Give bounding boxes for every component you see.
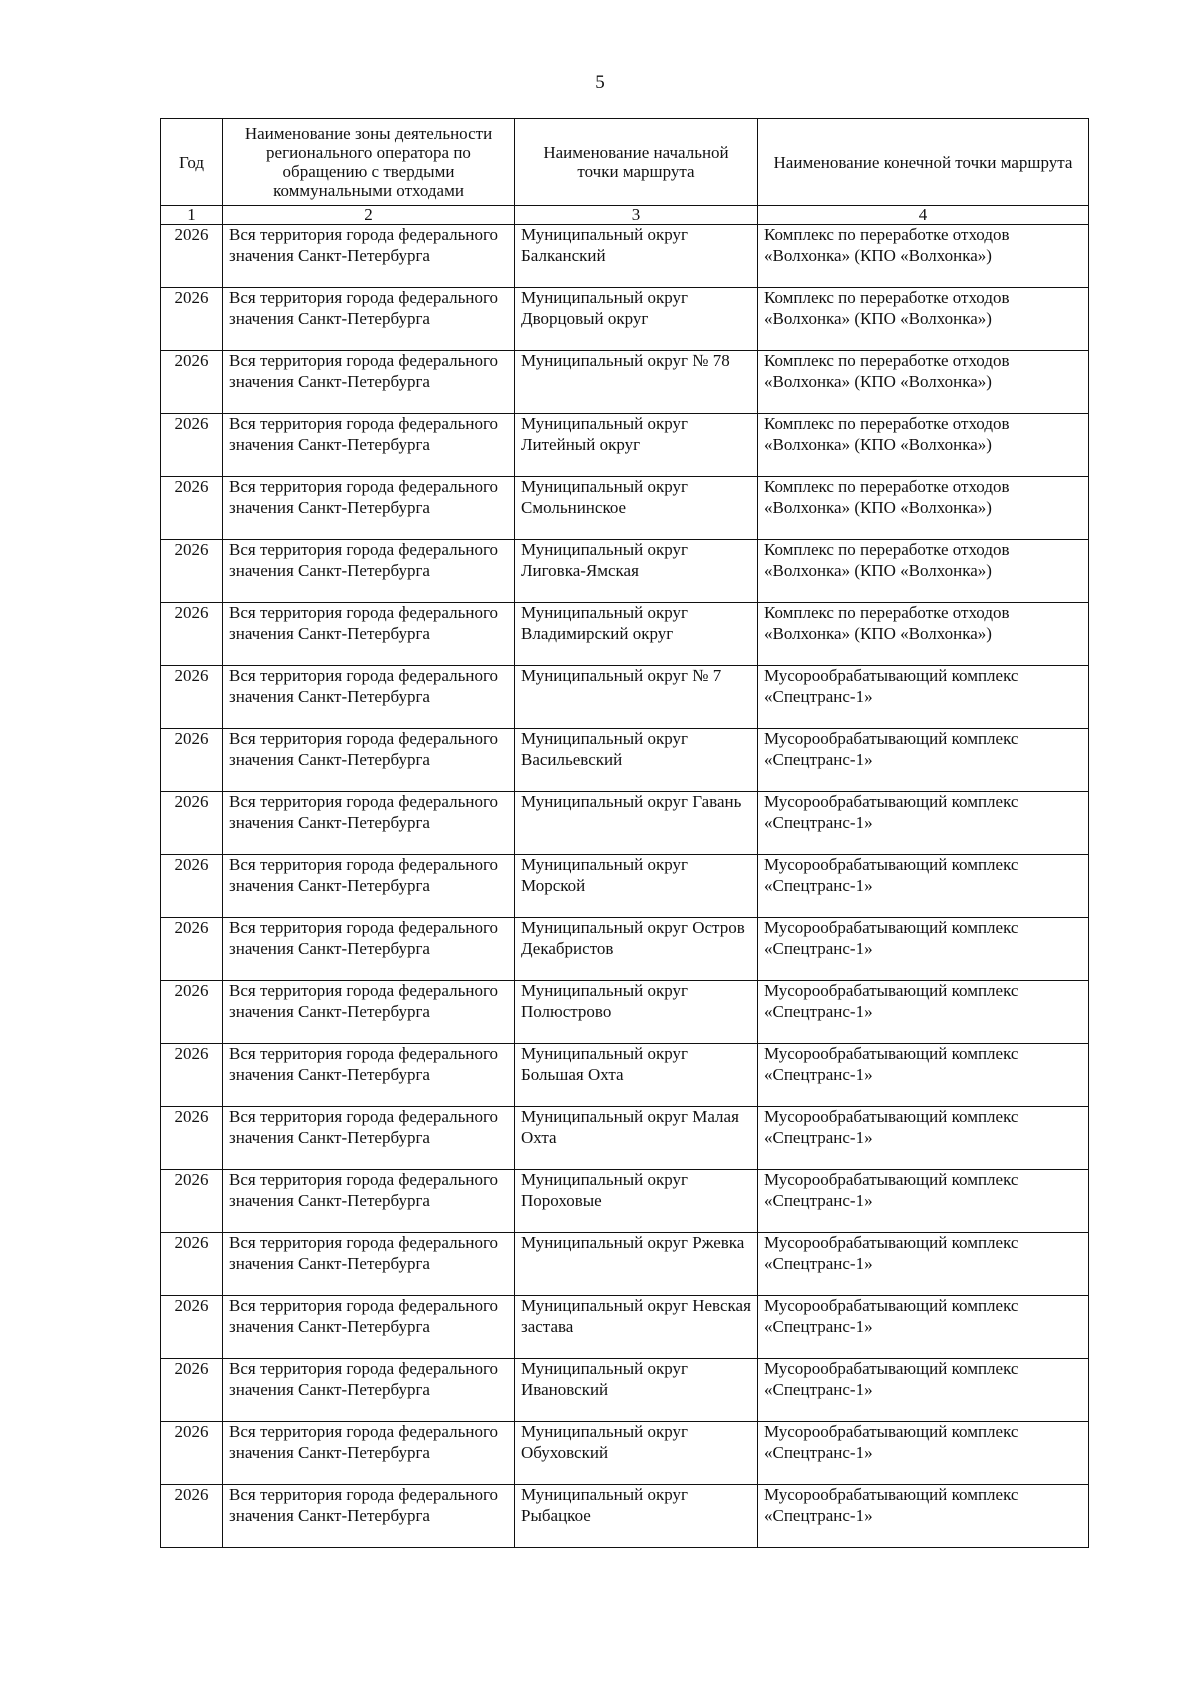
cell-zone: Вся территория города федерального значения Санкт-Петербурга xyxy=(223,666,515,729)
cell-zone: Вся территория города федерального значения Санкт-Петербурга xyxy=(223,918,515,981)
table-row xyxy=(161,1107,1089,1170)
cell-year: 2026 xyxy=(161,288,223,351)
table-row xyxy=(161,1233,1089,1296)
cell-zone: Вся территория города федерального значения Санкт-Петербурга xyxy=(223,1233,515,1296)
cell-zone: Вся территория города федерального значения Санкт-Петербурга xyxy=(223,540,515,603)
page-number: 5 xyxy=(595,72,605,93)
cell-zone: Вся территория города федерального значения Санкт-Петербурга xyxy=(223,288,515,351)
cell-zone: Вся территория города федерального значения Санкт-Петербурга xyxy=(223,981,515,1044)
cell-year: 2026 xyxy=(161,603,223,666)
cell-end-point: Комплекс по переработке отходов «Волхонка» (КПО «Волхонка») xyxy=(758,477,1089,540)
cell-year: 2026 xyxy=(161,1044,223,1107)
table-row xyxy=(161,351,1089,414)
cell-start-point: Муниципальный округ Владимирский округ xyxy=(515,603,758,666)
cell-end-point: Мусорообрабатывающий комплекс «Спецтранс-1» xyxy=(758,729,1089,792)
cell-year: 2026 xyxy=(161,981,223,1044)
cell-start-point: Муниципальный округ Балканский xyxy=(515,225,758,288)
table-row xyxy=(161,477,1089,540)
column-number: 4 xyxy=(758,206,1089,225)
cell-end-point: Комплекс по переработке отходов «Волхонка» (КПО «Волхонка») xyxy=(758,540,1089,603)
table-row xyxy=(161,1044,1089,1107)
cell-year: 2026 xyxy=(161,918,223,981)
table-row xyxy=(161,1485,1089,1548)
table-row xyxy=(161,1422,1089,1485)
cell-end-point: Комплекс по переработке отходов «Волхонка» (КПО «Волхонка») xyxy=(758,351,1089,414)
cell-start-point: Муниципальный округ Обуховский xyxy=(515,1422,758,1485)
cell-start-point: Муниципальный округ Литейный округ xyxy=(515,414,758,477)
header-start-point: Наименование начальной точки маршрута xyxy=(515,119,758,206)
column-number: 3 xyxy=(515,206,758,225)
cell-zone: Вся территория города федерального значения Санкт-Петербурга xyxy=(223,1296,515,1359)
cell-end-point: Мусорообрабатывающий комплекс «Спецтранс-1» xyxy=(758,1422,1089,1485)
column-number: 2 xyxy=(223,206,515,225)
cell-year: 2026 xyxy=(161,414,223,477)
cell-start-point: Муниципальный округ Гавань xyxy=(515,792,758,855)
table-row xyxy=(161,855,1089,918)
cell-start-point: Муниципальный округ Невская застава xyxy=(515,1296,758,1359)
cell-end-point: Мусорообрабатывающий комплекс «Спецтранс-1» xyxy=(758,1485,1089,1548)
cell-year: 2026 xyxy=(161,1485,223,1548)
routes-table xyxy=(160,118,1089,1548)
cell-start-point: Муниципальный округ Малая Охта xyxy=(515,1107,758,1170)
cell-year: 2026 xyxy=(161,1233,223,1296)
cell-year: 2026 xyxy=(161,225,223,288)
column-number-row xyxy=(161,206,1089,225)
cell-end-point: Мусорообрабатывающий комплекс «Спецтранс-1» xyxy=(758,855,1089,918)
table-row xyxy=(161,666,1089,729)
header-year: Год xyxy=(161,119,223,206)
table-row xyxy=(161,225,1089,288)
cell-zone: Вся территория города федерального значения Санкт-Петербурга xyxy=(223,1107,515,1170)
table-row xyxy=(161,288,1089,351)
cell-start-point: Муниципальный округ Морской xyxy=(515,855,758,918)
cell-start-point: Муниципальный округ № 78 xyxy=(515,351,758,414)
cell-end-point: Мусорообрабатывающий комплекс «Спецтранс-1» xyxy=(758,1107,1089,1170)
cell-end-point: Мусорообрабатывающий комплекс «Спецтранс-1» xyxy=(758,1170,1089,1233)
cell-start-point: Муниципальный округ Большая Охта xyxy=(515,1044,758,1107)
table-row xyxy=(161,603,1089,666)
cell-zone: Вся территория города федерального значения Санкт-Петербурга xyxy=(223,855,515,918)
cell-end-point: Мусорообрабатывающий комплекс «Спецтранс-1» xyxy=(758,1359,1089,1422)
cell-end-point: Мусорообрабатывающий комплекс «Спецтранс-1» xyxy=(758,666,1089,729)
cell-zone: Вся территория города федерального значения Санкт-Петербурга xyxy=(223,1170,515,1233)
cell-zone: Вся территория города федерального значения Санкт-Петербурга xyxy=(223,225,515,288)
cell-zone: Вся территория города федерального значения Санкт-Петербурга xyxy=(223,414,515,477)
cell-year: 2026 xyxy=(161,1107,223,1170)
cell-start-point: Муниципальный округ Лиговка-Ямская xyxy=(515,540,758,603)
cell-end-point: Мусорообрабатывающий комплекс «Спецтранс-1» xyxy=(758,981,1089,1044)
cell-zone: Вся территория города федерального значения Санкт-Петербурга xyxy=(223,1485,515,1548)
header-end-point: Наименование конечной точки маршрута xyxy=(758,119,1089,206)
cell-end-point: Комплекс по переработке отходов «Волхонка» (КПО «Волхонка») xyxy=(758,603,1089,666)
cell-zone: Вся территория города федерального значения Санкт-Петербурга xyxy=(223,351,515,414)
cell-start-point: Муниципальный округ Ивановский xyxy=(515,1359,758,1422)
cell-start-point: Муниципальный округ Остров Декабристов xyxy=(515,918,758,981)
cell-year: 2026 xyxy=(161,729,223,792)
cell-start-point: Муниципальный округ Дворцовый округ xyxy=(515,288,758,351)
table-row xyxy=(161,918,1089,981)
cell-start-point: Муниципальный округ Смольнинское xyxy=(515,477,758,540)
cell-year: 2026 xyxy=(161,351,223,414)
cell-end-point: Мусорообрабатывающий комплекс «Спецтранс-1» xyxy=(758,1233,1089,1296)
cell-start-point: Муниципальный округ Пороховые xyxy=(515,1170,758,1233)
cell-zone: Вся территория города федерального значения Санкт-Петербурга xyxy=(223,792,515,855)
cell-year: 2026 xyxy=(161,666,223,729)
table-row xyxy=(161,1296,1089,1359)
cell-year: 2026 xyxy=(161,1422,223,1485)
table-row xyxy=(161,729,1089,792)
cell-year: 2026 xyxy=(161,855,223,918)
cell-start-point: Муниципальный округ Рыбацкое xyxy=(515,1485,758,1548)
table-row xyxy=(161,540,1089,603)
cell-end-point: Мусорообрабатывающий комплекс «Спецтранс-1» xyxy=(758,918,1089,981)
table-row xyxy=(161,414,1089,477)
cell-zone: Вся территория города федерального значения Санкт-Петербурга xyxy=(223,1359,515,1422)
cell-zone: Вся территория города федерального значения Санкт-Петербурга xyxy=(223,1044,515,1107)
cell-zone: Вся территория города федерального значения Санкт-Петербурга xyxy=(223,603,515,666)
cell-end-point: Мусорообрабатывающий комплекс «Спецтранс-1» xyxy=(758,792,1089,855)
cell-year: 2026 xyxy=(161,1359,223,1422)
cell-start-point: Муниципальный округ Васильевский xyxy=(515,729,758,792)
cell-year: 2026 xyxy=(161,477,223,540)
cell-year: 2026 xyxy=(161,792,223,855)
table-row xyxy=(161,792,1089,855)
cell-end-point: Мусорообрабатывающий комплекс «Спецтранс-1» xyxy=(758,1296,1089,1359)
cell-start-point: Муниципальный округ Ржевка xyxy=(515,1233,758,1296)
table-row xyxy=(161,981,1089,1044)
cell-end-point: Комплекс по переработке отходов «Волхонка» (КПО «Волхонка») xyxy=(758,225,1089,288)
cell-start-point: Муниципальный округ № 7 xyxy=(515,666,758,729)
cell-end-point: Комплекс по переработке отходов «Волхонка» (КПО «Волхонка») xyxy=(758,414,1089,477)
column-number: 1 xyxy=(161,206,223,225)
table-row xyxy=(161,1359,1089,1422)
cell-zone: Вся территория города федерального значения Санкт-Петербурга xyxy=(223,729,515,792)
cell-year: 2026 xyxy=(161,1296,223,1359)
cell-year: 2026 xyxy=(161,1170,223,1233)
cell-start-point: Муниципальный округ Полюстрово xyxy=(515,981,758,1044)
table-header-row xyxy=(161,119,1089,206)
cell-end-point: Мусорообрабатывающий комплекс «Спецтранс-1» xyxy=(758,1044,1089,1107)
cell-end-point: Комплекс по переработке отходов «Волхонка» (КПО «Волхонка») xyxy=(758,288,1089,351)
header-zone: Наименование зоны деятельности регионального оператора по обращению с твердыми коммунальными отходами xyxy=(223,119,515,206)
table-row xyxy=(161,1170,1089,1233)
cell-zone: Вся территория города федерального значения Санкт-Петербурга xyxy=(223,477,515,540)
cell-zone: Вся территория города федерального значения Санкт-Петербурга xyxy=(223,1422,515,1485)
cell-year: 2026 xyxy=(161,540,223,603)
